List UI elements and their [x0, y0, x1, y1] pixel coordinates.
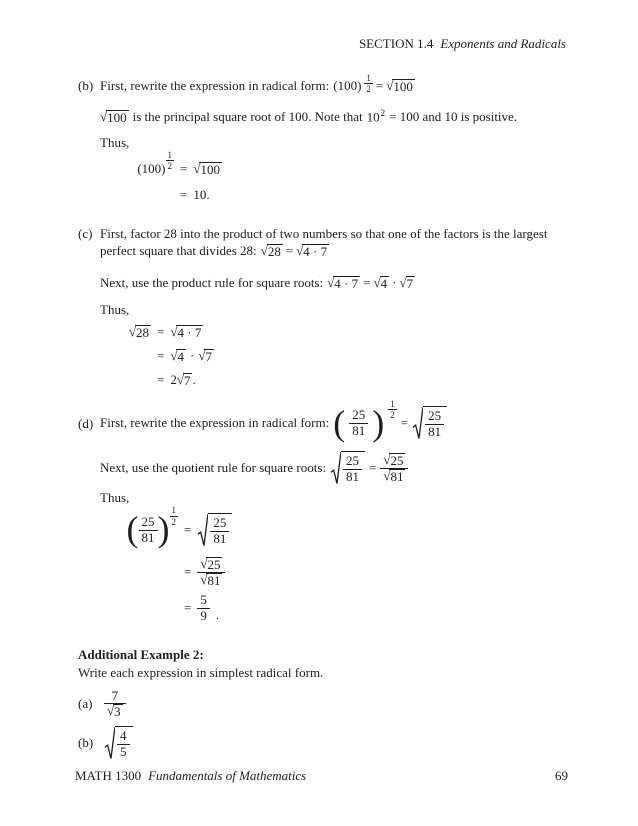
example-heading: Additional Example 2: [78, 647, 204, 663]
fraction-4-5 [117, 729, 130, 759]
radicand: 81 [390, 468, 404, 484]
radicand: 7 [406, 275, 414, 291]
sqrt-fraction-25-81 [330, 451, 365, 485]
numerator [380, 453, 408, 468]
example-intro: Write each expression in simplest radical form. [78, 665, 324, 681]
example-item-b [78, 724, 586, 762]
numerator: 5 [200, 592, 207, 608]
part-c-intro-line2 [100, 243, 586, 260]
sqrt-25 [200, 557, 222, 572]
exponent-one-half [364, 73, 373, 95]
radical-sign-icon: √ [399, 274, 407, 290]
radical-sign-icon: √ [107, 703, 115, 719]
base-ten: 10 [366, 109, 380, 125]
sqrt-28 [129, 325, 151, 340]
sqrt-81 [383, 469, 405, 484]
sqrt-4 [373, 276, 389, 291]
fraction-7-sqrt3 [104, 689, 126, 720]
part-b [78, 73, 586, 207]
radicand [208, 513, 232, 547]
radical-sign-icon: √ [200, 555, 208, 571]
part-b-equation-block [128, 149, 586, 207]
fraction-5-9 [197, 593, 210, 623]
equals-sign: = [375, 78, 384, 93]
equals-sign: = [157, 372, 165, 388]
radicand: 81 [207, 572, 221, 588]
numerator: 25 [428, 408, 442, 424]
radical-sign-icon: √ [296, 242, 304, 258]
fraction-sqrt25-sqrt81 [197, 557, 225, 588]
equation-lhs [128, 149, 174, 181]
fraction-25-81 [139, 515, 158, 545]
radical-sign-icon: √ [170, 323, 178, 339]
sqrt-7 [176, 371, 196, 388]
radicand: 100 [393, 79, 413, 94]
fraction-25-81 [343, 454, 362, 484]
part-b-intro-line [100, 73, 586, 104]
radicand: 28 [267, 243, 281, 259]
thus-text: Thus, [100, 301, 130, 317]
equation-row [132, 551, 586, 593]
numerator: 25 [141, 514, 155, 530]
part-b-body [100, 73, 586, 207]
exponent-denominator: 2 [167, 161, 172, 172]
radical-sign-icon: √ [176, 371, 184, 387]
radical-sign-icon [330, 451, 341, 485]
denominator: 5 [117, 744, 130, 760]
radical-sign-icon: √ [373, 274, 381, 290]
equals-sign: = [184, 599, 192, 615]
exponent-denominator: 2 [390, 409, 395, 420]
item-b-label: (b) [78, 734, 94, 750]
denominator: 9 [197, 608, 210, 624]
denominator: 81 [425, 424, 444, 440]
radical-sign-icon: √ [383, 467, 391, 483]
explanation-text: is the principal square root of 100. Note that [132, 109, 363, 125]
radical-sign-icon [412, 406, 423, 440]
sqrt-28 [261, 244, 283, 259]
footer-left [75, 768, 306, 785]
part-c-equation-block [125, 320, 586, 392]
exponent-numerator: 1 [167, 149, 172, 160]
example-item-a [78, 688, 586, 720]
exponent-one-half [388, 399, 397, 421]
denominator [104, 703, 126, 719]
equals-sign: = [184, 521, 192, 537]
part-c [78, 226, 586, 393]
part-d-body [100, 400, 586, 623]
part-d-label: (d) [78, 416, 94, 432]
quotient-rule-text: Next, use the quotient rule for square roots: [100, 460, 326, 476]
numerator: 7 [111, 687, 119, 703]
equals-sign: = [285, 242, 294, 258]
equation-lhs [125, 325, 151, 340]
radicand: 4 [380, 275, 388, 291]
equals-sign: = [184, 563, 192, 579]
radicand: 28 [136, 324, 149, 340]
radical-sign-icon: √ [170, 347, 178, 363]
ten-squared [367, 109, 386, 126]
exponent-one-half [166, 150, 175, 172]
numerator: 25 [213, 515, 227, 531]
part-d-equation-block [126, 505, 586, 623]
exponent-numerator: 1 [390, 398, 395, 409]
section-number: SECTION 1.4 [358, 36, 434, 51]
item-a-label: (a) [78, 695, 93, 711]
period: . [192, 372, 196, 388]
radicand: 3 [114, 704, 121, 720]
part-d-intro-line [100, 400, 586, 446]
equation-row [128, 185, 586, 207]
coefficient: 2 [170, 372, 177, 388]
period: . [215, 606, 220, 622]
sqrt-7 [198, 349, 214, 364]
radical-sign-icon: √ [260, 242, 268, 258]
radical-sign-icon: √ [200, 571, 208, 587]
page-number: 69 [555, 768, 568, 783]
numerator: 4 [120, 728, 127, 744]
part-c-label: (c) [78, 225, 93, 241]
equation-row [125, 368, 586, 392]
equals-sign: = [400, 415, 409, 431]
radicand: 7 [183, 372, 191, 388]
denominator: 81 [139, 530, 158, 546]
sqrt-100 [193, 162, 222, 177]
equation-rhs [170, 372, 195, 389]
radicand [423, 406, 447, 440]
additional-example-2 [78, 647, 586, 762]
explanation-text-end: = 100 and 10 is positive. [389, 109, 518, 125]
part-d-quotient-rule-line [100, 446, 586, 490]
radicand [115, 726, 133, 760]
intro-text: perfect square that divides 28: [100, 242, 257, 258]
radical-sign-icon: √ [383, 451, 391, 467]
radicand [341, 451, 365, 485]
fraction-sqrt25-sqrt81 [380, 453, 408, 484]
dot-operator: · [392, 274, 397, 290]
fraction-25-81 [349, 408, 368, 438]
sqrt-fraction-4-5 [104, 726, 133, 760]
denominator [380, 468, 408, 484]
exponent-numerator: 1 [171, 505, 176, 516]
thus-text: Thus, [100, 134, 130, 150]
radicand: 100 [107, 110, 127, 126]
sqrt-25 [383, 453, 405, 468]
numerator: 25 [346, 453, 359, 469]
equation-lhs [126, 505, 178, 550]
part-d [78, 400, 586, 623]
part-c-body [100, 226, 586, 393]
part-b-explanation-line [100, 109, 586, 126]
equation-row [125, 344, 586, 368]
radicand: 4 · 7 [303, 243, 328, 259]
equals-sign: = [180, 187, 188, 203]
result-value: 10. [193, 187, 210, 203]
exponent-denominator: 2 [171, 516, 176, 527]
radical-sign-icon: √ [100, 109, 108, 125]
numerator [197, 557, 225, 572]
part-c-product-rule-line [100, 275, 586, 297]
sqrt-100 [386, 79, 415, 94]
sqrt-7 [399, 276, 415, 291]
sqrt-81 [200, 573, 222, 588]
denominator: 81 [343, 469, 362, 485]
equation-row [126, 505, 586, 551]
sqrt-4 [170, 349, 186, 364]
base-token: (100) [137, 161, 166, 177]
sqrt-3 [107, 704, 123, 719]
equals-sign: = [369, 460, 377, 476]
equation-frac-half [333, 398, 447, 443]
dot-operator: · [189, 348, 195, 364]
numerator: 25 [352, 407, 366, 423]
radical-sign-icon: √ [327, 274, 335, 290]
radicand: 4 [177, 348, 184, 364]
radicand: 25 [390, 452, 404, 468]
sqrt-fraction-25-81 [197, 513, 232, 547]
equation-rhs [170, 348, 214, 365]
equals-sign: = [157, 324, 165, 340]
thus-text: Thus, [100, 490, 130, 506]
sqrt-100 [100, 110, 129, 125]
open-paren: ( [333, 402, 346, 443]
radical-sign-icon: √ [193, 161, 201, 177]
radical-sign-icon: √ [386, 78, 394, 93]
denominator [197, 572, 225, 588]
radical-sign-icon: √ [198, 347, 206, 363]
radical-sign-icon [197, 513, 208, 547]
part-b-label: (b) [78, 78, 94, 93]
equation-product-rule [327, 275, 415, 292]
radical-sign-icon [104, 726, 115, 760]
equation-row [128, 149, 586, 185]
sqrt-4-7 [170, 325, 203, 340]
radicand: 4 · 7 [334, 275, 359, 291]
sqrt-4-7 [296, 244, 329, 259]
sqrt-fraction-25-81 [412, 406, 447, 440]
exponent-one-half [170, 505, 179, 527]
denominator: 81 [210, 531, 229, 547]
close-paren: ) [372, 402, 385, 443]
exponent-denominator: 2 [366, 84, 371, 95]
radical-sign-icon: √ [128, 323, 136, 339]
equals-sign: = [363, 274, 371, 290]
equals-sign: = [180, 161, 188, 177]
course-number: MATH 1300 [75, 768, 142, 783]
close-paren: ) [157, 509, 170, 550]
fraction-25-81 [425, 409, 444, 439]
radicand: 100 [200, 162, 220, 178]
open-paren: ( [126, 509, 139, 550]
equation-100-half [333, 73, 415, 104]
denominator: 81 [349, 423, 368, 439]
equation-quotient-rule [330, 451, 408, 485]
fraction-25-81 [210, 516, 229, 546]
exponent-numerator: 1 [366, 73, 371, 83]
radicand: 25 [207, 556, 221, 572]
page-footer [75, 768, 568, 785]
part-c-intro-line1: First, factor 28 into the product of two numbers so that one of the factors is the largest [100, 225, 548, 241]
section-title: Exponents and Radicals [440, 36, 566, 51]
equation-row [125, 320, 586, 344]
equation-sqrt28 [261, 243, 329, 260]
exponent-two: 2 [380, 107, 386, 118]
radicand: 7 [205, 348, 212, 364]
page-content [78, 0, 586, 762]
sqrt-4-7 [327, 276, 360, 291]
part-b-intro-text: First, rewrite the expression in radical form: [100, 78, 330, 93]
product-rule-text: Next, use the product rule for square roots: [100, 274, 324, 290]
radicand: 4 · 7 [177, 324, 202, 340]
equals-sign: = [157, 348, 165, 364]
equation-row [132, 593, 586, 623]
base-token: (100) [333, 78, 362, 93]
book-title: Fundamentals of Mathematics [148, 768, 307, 783]
part-d-intro-text: First, rewrite the expression in radical form: [100, 415, 330, 431]
